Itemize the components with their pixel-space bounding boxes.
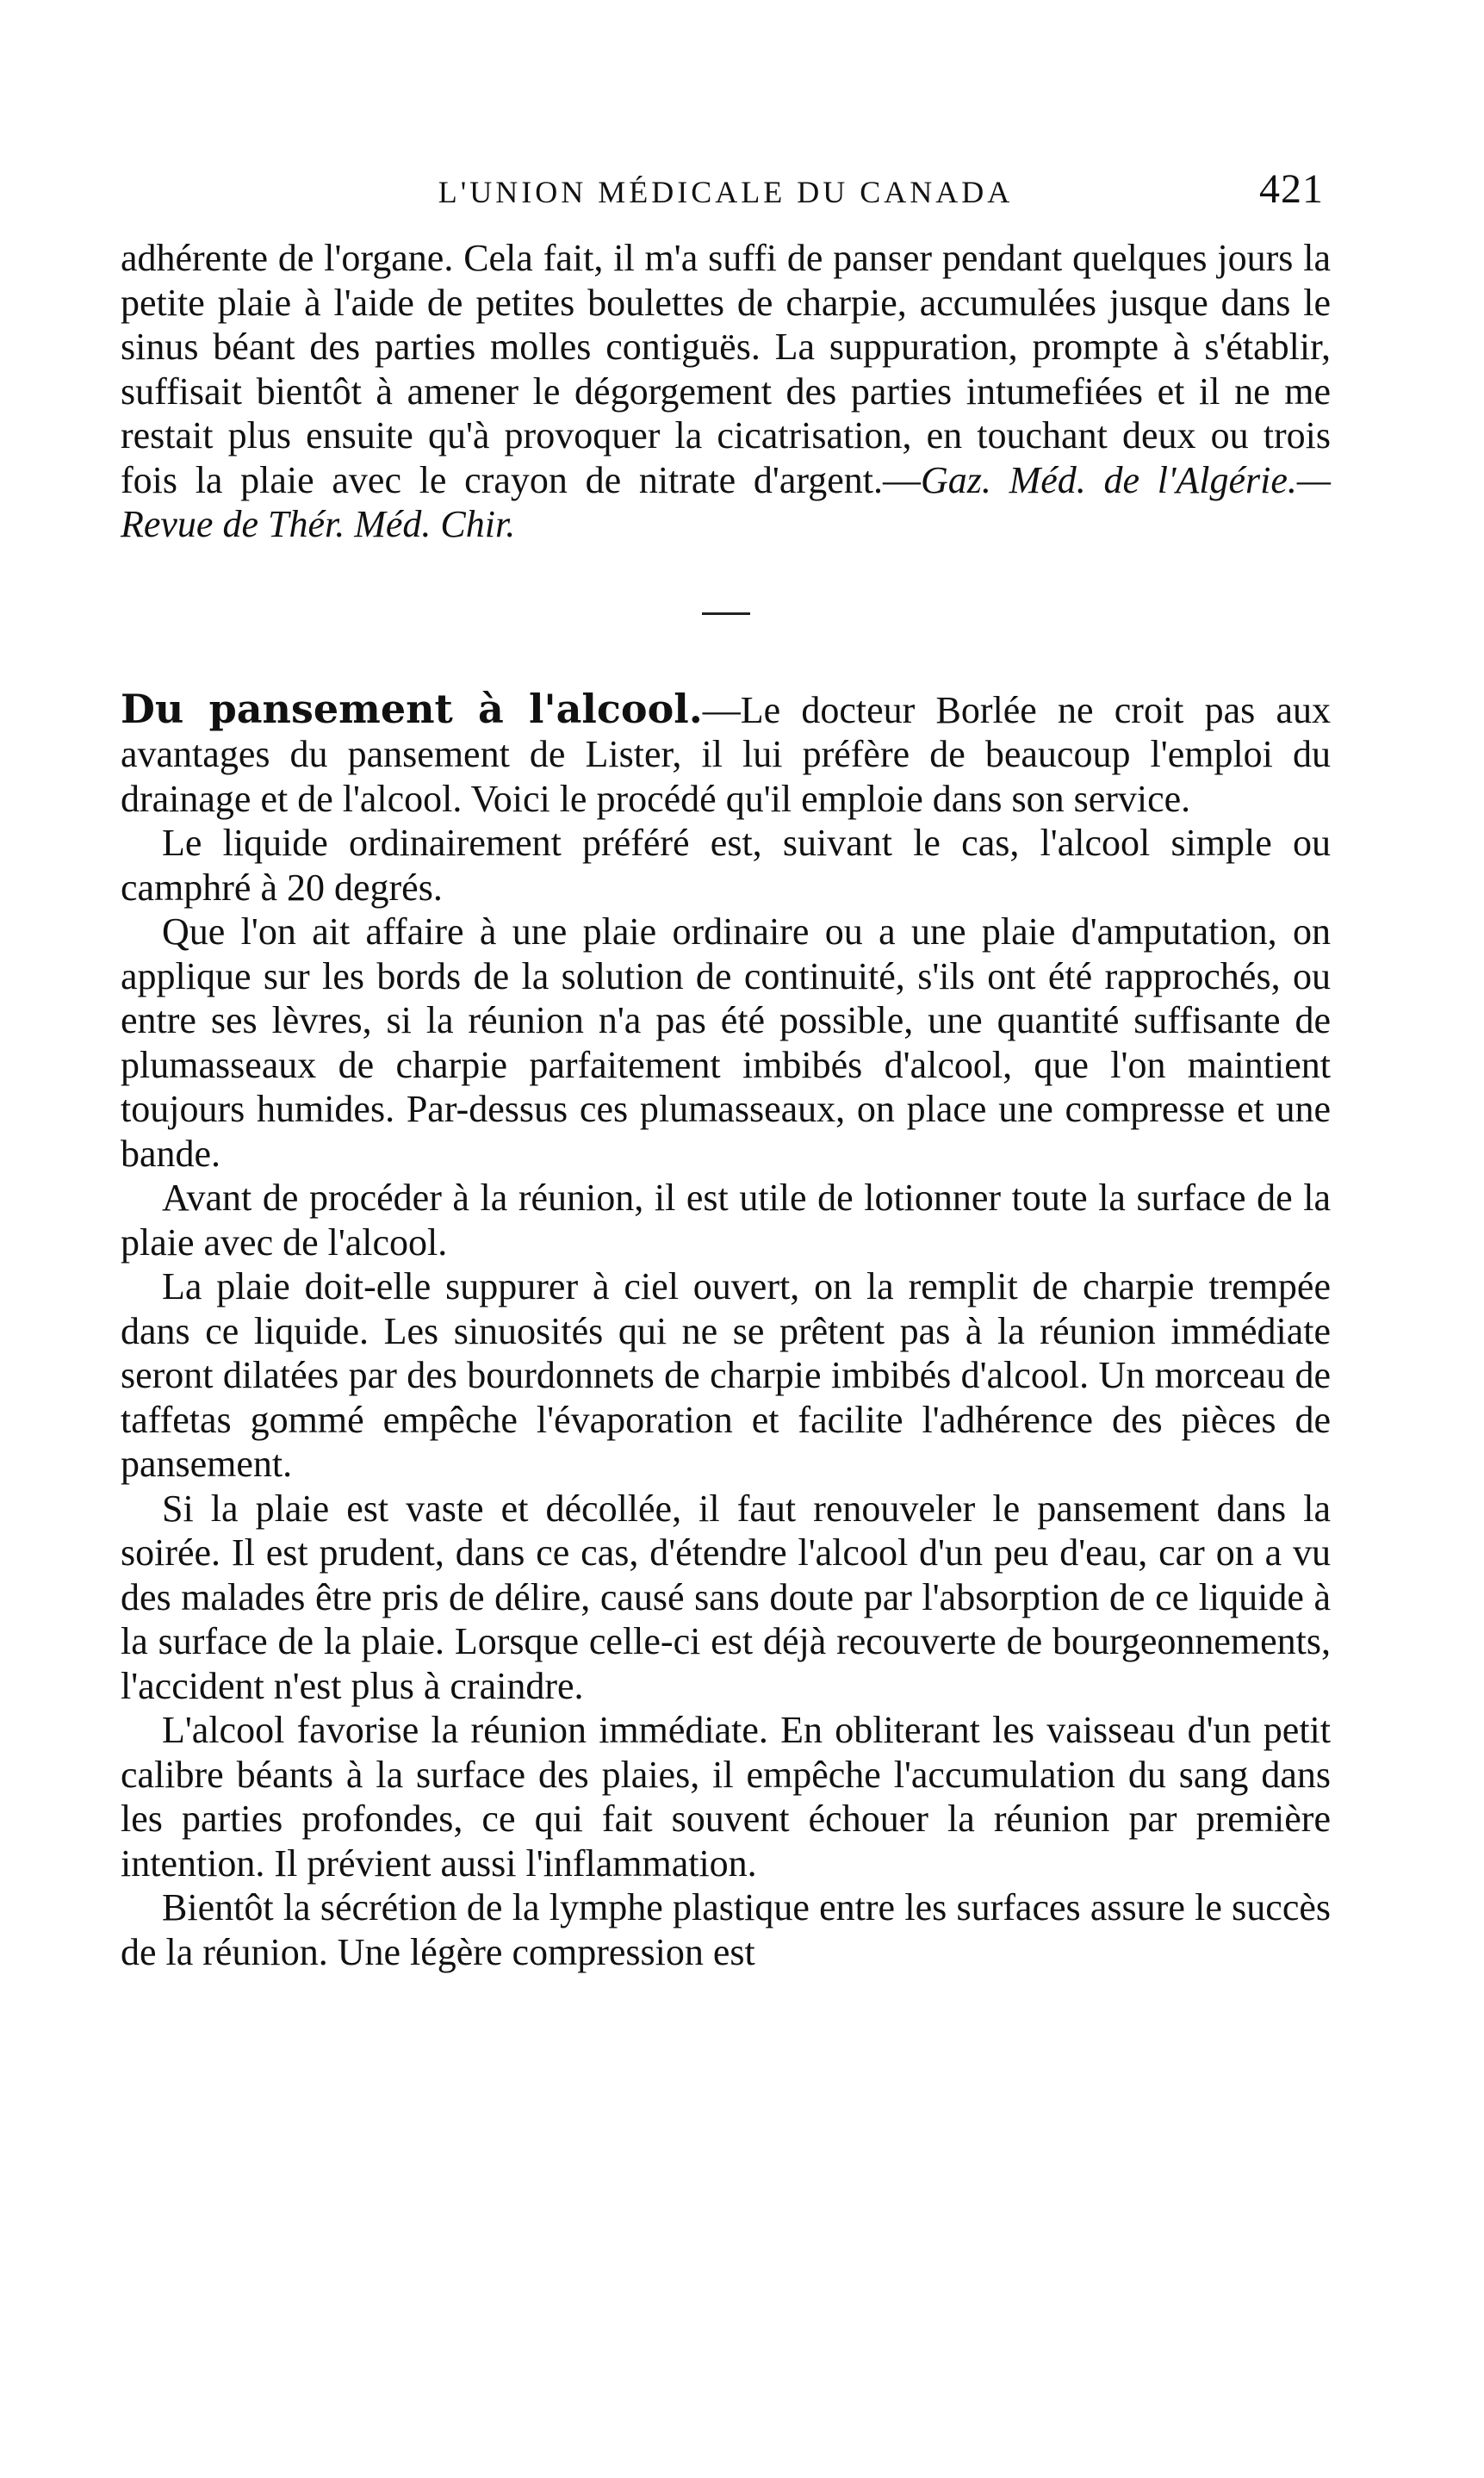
article-paragraph-8: Bientôt la sécrétion de la lymphe plastique entre les surfaces assure le succès de la réunion. Une légère compression est [121, 1886, 1331, 1973]
section-separator [702, 612, 750, 615]
running-title: L'UNION MÉDICALE DU CANADA [438, 175, 1014, 209]
article-paragraph-4: Avant de procéder à la réunion, il est utile de lotionner toute la surface de la plaie avec de l'alcool. [121, 1177, 1331, 1264]
paragraph-text: —Le docteur Borlée ne croit pas aux avantages du pansement de Lister, il lui préfère de beaucoup l'emploi du drainage et de l'alcool. Voici le procédé qu'il emploie dans son service. [121, 688, 1332, 820]
article-paragraph-3: Que l'on ait affaire à une plaie ordinaire ou a une plaie d'amputation, on applique sur les bords de la solution de continuité, s'ils ont été rapprochés, ou entre ses lèvres, si la réunion n'a pas été possible, une quantité suffisante de plumasseaux de charpie parfaitement imbibés d'alcool, que l'on maintient toujours humides. Par-dessus ces plumasseaux, on place une compresse et une bande. [121, 910, 1331, 1175]
section-heading: Du pansement à l'alcool. [121, 685, 703, 732]
page [121, 164, 1331, 1974]
source-citation: Gaz. Méd. de l'Algérie.—Revue de Thér. Méd. Chir. [121, 458, 1332, 545]
article-paragraph-7: L'alcool favorise la réunion immédiate. En obliterant les vaisseau d'un petit calibre béants à la surface des plaies, il empêche l'accumulation du sang dans les parties profondes, ce qui fait souvent échouer la réunion par première intention. Il prévient aussi l'inflammation. [121, 1709, 1331, 1885]
article-paragraph-6: Si la plaie est vaste et décollée, il faut renouveler le pansement dans la soirée. Il est prudent, dans ce cas, d'étendre l'alcool d'un peu d'eau, car on a vu des malades être pris de délire, causé sans doute par l'absorption de ce liquide à la surface de la plaie. Lorsque celle-ci est déjà recouverte de bourgeonnements, l'accident n'est plus à craindre. [121, 1487, 1331, 1707]
article-paragraph-1 [121, 687, 1331, 822]
article-paragraph-5: La plaie doit-elle suppurer à ciel ouvert, on la remplit de charpie trempée dans ce liquide. Les sinuosités qui ne se prêtent pas à la réunion immédiate seront dilatées par des bourdonnets de charpie imbibés d'alcool. Un morceau de taffetas gommé empêche l'évaporation et facilite l'adhérence des pièces de pansement. [121, 1265, 1331, 1485]
continuation-paragraph [121, 236, 1331, 547]
page-number: 421 [1259, 166, 1324, 212]
continuation-text: adhérente de l'organe. Cela fait, il m'a suffi de panser pendant quelques jours la petite plaie à l'aide de petites boulettes de charpie, accumulées jusque dans le sinus béant des parties molles contiguës. La suppuration, prompte à s'établir, suffisait bientôt à amener le dégorgement des parties intumefiées et il ne me restait plus ensuite qu'à provoquer la cicatrisation, en touchant deux ou trois fois la plaie avec le crayon de nitrate d'argent.— [121, 237, 1331, 501]
article-paragraph-2: Le liquide ordinairement préféré est, suivant le cas, l'alcool simple ou camphré à 20 degrés. [121, 822, 1331, 909]
running-header [121, 164, 1331, 224]
